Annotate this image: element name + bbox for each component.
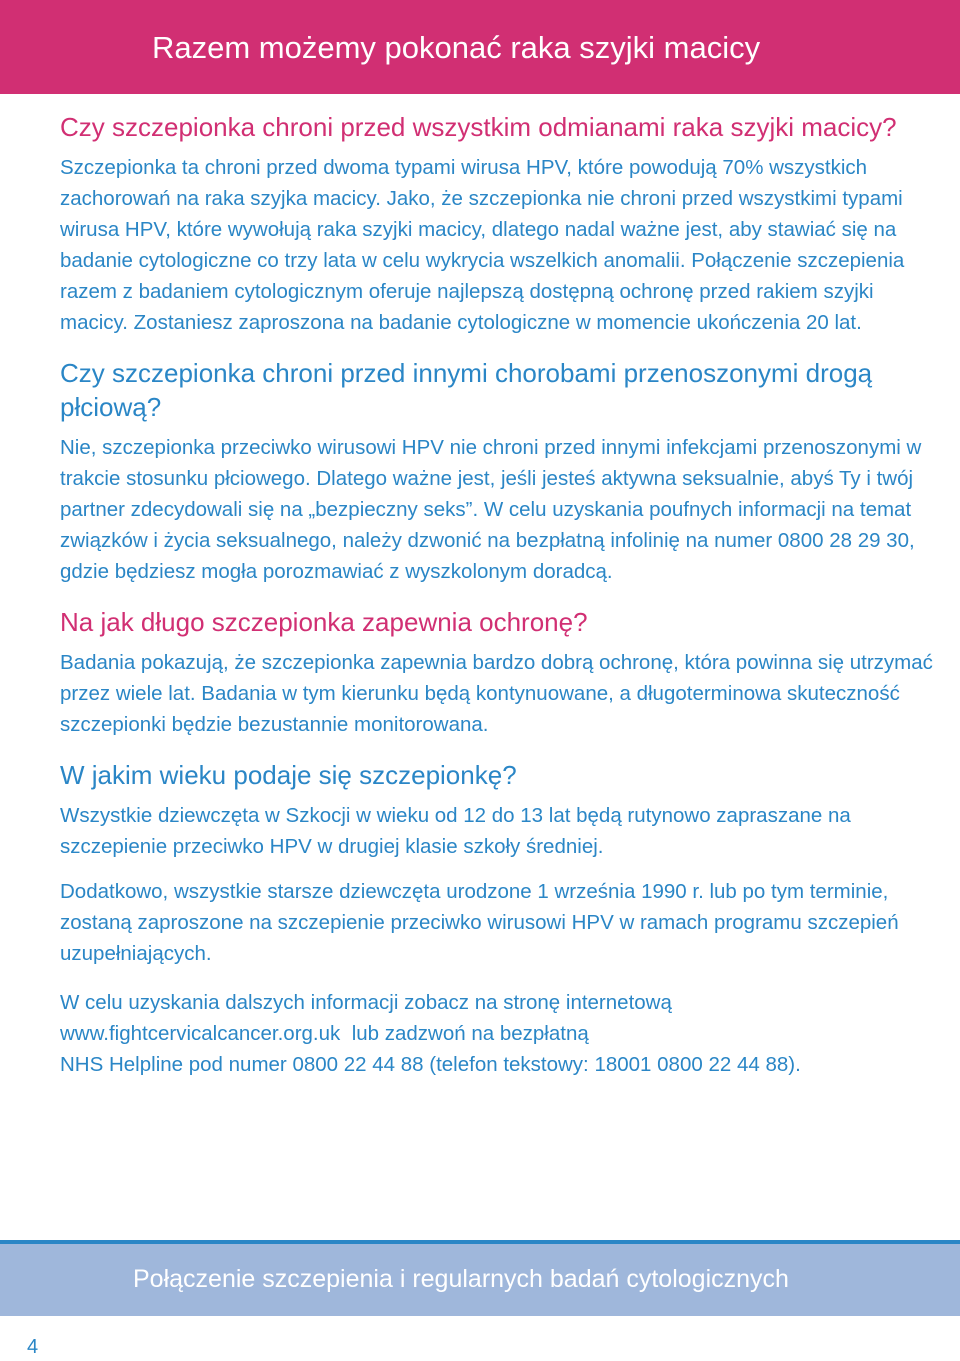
section-paragraph: Szczepionka ta chroni przed dwoma typami wirusa HPV, które powodują 70% wszystkich zachorowań na raka szyjka macicy. Jako, że szczepionka nie chroni przed wszystkimi typami wirusa HPV, które wywołują raka szyjki macicy, dlatego nadal ważne jest, aby stawiać się na badanie cytologiczne co trzy lata w celu wykrycia wszelkich anomalii. Połączenie szczepienia razem z badaniem cytologicznym oferuje najlepszą dostępną ochronę przed rakiem szyjki macicy. Zostaniesz zaproszona na badanie cytologiczne w momencie ukończenia 20 lat.: [60, 156, 905, 334]
header-bar: [0, 0, 960, 94]
section-other-diseases: [60, 356, 940, 587]
section-paragraph: Dodatkowo, wszystkie starsze dziewczęta urodzone 1 września 1990 r. lub po tym terminie, zostaną zaproszone na szczepienie przeciwko wirusowi HPV w ramach programu szczepień uzupełniających.: [60, 880, 899, 965]
main-content: [60, 110, 940, 1098]
page-number: 4: [27, 1336, 39, 1358]
footer-text: Połączenie szczepienia i regularnych badań cytologicznych: [133, 1265, 789, 1293]
section-age: [60, 758, 940, 969]
contact-line-2: [60, 1018, 940, 1049]
section-heading: Na jak długo szczepionka zapewnia ochronę?: [60, 607, 588, 637]
contact-info: [60, 987, 940, 1080]
website-link[interactable]: www.fightcervicalcancer.org.uk: [60, 1022, 341, 1045]
section-paragraph: Nie, szczepionka przeciwko wirusowi HPV nie chroni przed innymi infekcjami przenoszonymi w trakcie stosunku płciowego. Dlatego ważne jest, jeśli jesteś aktywna seksualnie, abyś Ty i twój partner zdecydowali się na „bezpieczny seks”. W celu uzyskania poufnych informacji na temat związków i życia seksualnego, należy dzwonić na bezpłatną infolinię na numer 0800 28 29 30, gdzie będziesz mogła porozmawiać z wyszkolonym doradcą.: [60, 436, 922, 583]
section-heading: W jakim wieku podaje się szczepionkę?: [60, 760, 517, 790]
contact-line-2-suffix: lub zadzwoń na bezpłatną: [351, 1022, 589, 1045]
header-title: Razem możemy pokonać raka szyjki macicy: [152, 30, 761, 65]
section-protection-duration: [60, 605, 940, 740]
section-paragraph: Badania pokazują, że szczepionka zapewnia bardzo dobrą ochronę, która powinna się utrzymać przez wiele lat. Badania w tym kierunku będą kontynuowane, a długoterminowa skuteczność szczepionki będzie bezustannie monitorowana.: [60, 651, 933, 736]
section-heading: Czy szczepionka chroni przed innymi chorobami przenoszonymi drogą płciową?: [60, 358, 873, 422]
contact-line-1: W celu uzyskania dalszych informacji zobacz na stronę internetową: [60, 991, 672, 1014]
contact-line-3: NHS Helpline pod numer 0800 22 44 88 (telefon tekstowy: 18001 0800 22 44 88).: [60, 1053, 801, 1076]
section-paragraph: Wszystkie dziewczęta w Szkocji w wieku od 12 do 13 lat będą rutynowo zapraszane na szczepienie przeciwko HPV w drugiej klasie szkoły średniej.: [60, 804, 851, 858]
section-heading: Czy szczepionka chroni przed wszystkim odmianami raka szyjki macicy?: [60, 112, 897, 142]
section-all-types: [60, 110, 940, 338]
